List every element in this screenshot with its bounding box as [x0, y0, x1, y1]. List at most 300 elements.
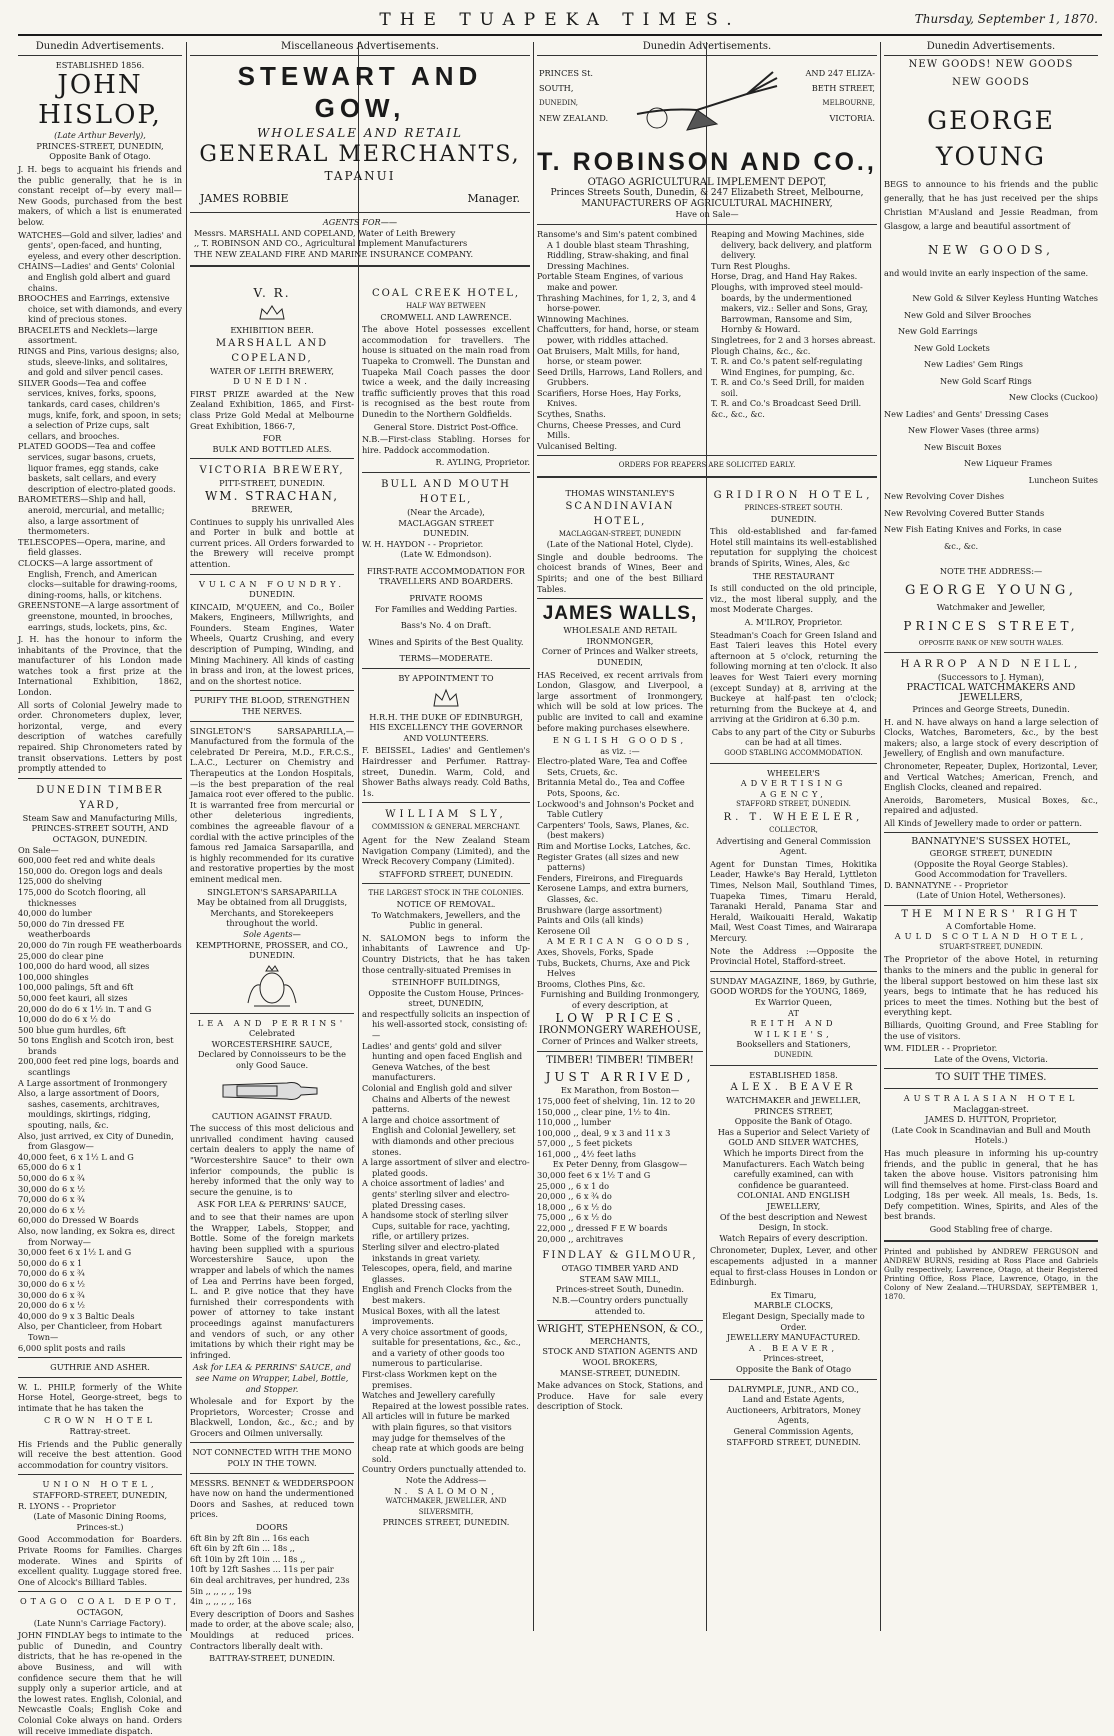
royal-arms-icon — [242, 963, 302, 1009]
column-header: Dunedin Advertisements. — [884, 42, 1098, 56]
beaver-sub: WATCHMAKER and JEWELLER, — [726, 1095, 861, 1106]
sly-addr: STAFFORD STREET, DUNEDIN. — [378, 868, 514, 879]
manager-name: JAMES ROBBIE — [200, 191, 289, 205]
union-prop: R. LYONS - - Proprietor — [18, 1500, 116, 1511]
strachan-body: Continues to supply his unrivalled Ales and Porter in bulk and bottle at current prices. All Orders forwarded to the Brewery will receive prompt attention. — [190, 516, 354, 569]
list-item: Colonial and English gold and silver Chains and Alberts of the newest patterns. — [362, 1083, 512, 1115]
dal-addr: STAFFORD STREET, DUNEDIN. — [726, 1436, 861, 1447]
hislop-opposite: Opposite Bank of Otago. — [49, 151, 151, 162]
robinson-title: T. ROBINSON AND CO., — [537, 147, 877, 176]
miners-sub: A Comfortable Home. — [945, 920, 1037, 931]
bann-prop: D. BANNATYNE - - Proprietor — [884, 879, 1008, 890]
wright-stephenson: WRIGHT, STEPHENSON, & CO., — [537, 1324, 703, 1336]
bennet-body-2: Every description of Doors and Sashes made to order, at the above scale; also, Mouldings at reduced prices. Contractors liberally dealt with. — [190, 1608, 354, 1651]
list-item: Brushware (large assortment) — [537, 904, 663, 915]
robinson-have: Have on Sale— — [675, 209, 739, 220]
crown-intro: W. L. PHILP, formerly of the White Horse Hotel, George-street, begs to intimate that he has taken the — [18, 1381, 182, 1413]
coal-prop: R. AYLING, Proprietor. — [435, 457, 530, 468]
list-item: New Clocks (Cuckoo) — [1008, 392, 1098, 403]
addr-line: BETH STREET, — [811, 82, 875, 93]
robinson-left-addr — [539, 66, 608, 126]
list-item: 75,000 ,, 6 x ½ do — [537, 1212, 612, 1223]
newspaper-title: THE TUAPEKA TIMES. — [379, 10, 741, 30]
reith-wilkie: REITH AND WILKIE'S, — [750, 1018, 837, 1039]
salomon-list — [362, 1009, 530, 1475]
good-stabling: GOOD STABLING ACCOMMODATION. — [724, 749, 863, 758]
list-item: A choice assortment of ladies' and gents' sterling silver and electro-plated Dressing cases. — [362, 1178, 510, 1210]
grid-body: This old-established and far-famed Hotel still maintains its well-established reputation for supplying the choicest brands of Spirits, Wines, Ales, &c — [710, 526, 877, 568]
new-goods-3: NEW GOODS, — [928, 242, 1054, 257]
celebrated-label: Celebrated — [249, 1028, 295, 1039]
reith-dunedin: DUNEDIN. — [773, 1050, 814, 1059]
singleton-heading: SINGLETON'S SARSAPARILLA — [207, 886, 337, 897]
list-item: 20,000 do do 6 x 1½ in. T and G — [18, 1003, 152, 1014]
robinson-manu: MANUFACTURERS OF AGRICULTURAL MACHINERY, — [581, 198, 833, 209]
coal-sub-1: HALF WAY BETWEEN — [406, 302, 486, 310]
marble-clocks: MARBLE CLOCKS, — [753, 1300, 834, 1311]
hislop-list — [18, 230, 182, 633]
low-prices: LOW PRICES. — [555, 1010, 685, 1025]
bull-dunedin: DUNEDIN. — [423, 528, 469, 539]
addr-line: NEW ZEALAND. — [539, 112, 609, 123]
findlay-sub-2: STEAM SAW MILL, — [579, 1273, 661, 1284]
list-item: New Gold Scarf Rings — [940, 375, 1032, 386]
gold-silver-watches: GOLD AND SILVER WATCHES, — [728, 1137, 859, 1148]
royal-crest-icon — [426, 686, 466, 710]
aus-prop: JAMES D. HUTTON, Proprietor, — [925, 1114, 1057, 1125]
harrop-neill: HARROP AND NEILL, — [900, 659, 1082, 671]
for-label: FOR — [262, 433, 282, 444]
dunedin-label: DUNEDIN. — [233, 376, 311, 387]
singleton-body: SINGLETON'S SARSAPARILLA,—Manufactured from the formula of the celebrated Dr Pereira, M.D., F.R.C.S., L.A.C., Lecturer on Chemistry and Therapeutics at the London Hospitals,—is the best preparation of the real Jamaica root ever offered to the public. It is warranted free from mercurial or other deleterious ingredients, combines the agreeable flavour of a cordial with the active principles of the famous red Jamaica Sarsaparilla, and is highly recommended for its curative and restorative properties by the most eminent medical men. — [190, 725, 354, 884]
list-item: Watches and Jewellery carefully Repaired at the lowest possible rates. — [362, 1390, 529, 1411]
bull-wines: Wines and Spirits of the Best Quality. — [368, 636, 524, 647]
list-item: BAROMETERS—Ship and hall, aneroid, mercurial, and metallic; also, a large assortment of thermometers. — [18, 494, 165, 537]
list-item: 50,000 do 6 x ¾ — [18, 1173, 85, 1183]
appointment-label: BY APPOINTMENT TO — [398, 673, 494, 684]
victoria-addr: PITT-STREET, DUNEDIN. — [219, 478, 325, 489]
as-viz: as viz. :— — [600, 745, 640, 756]
walls-addr: Corner of Princes and Walker streets, DUNEDIN, — [541, 646, 699, 667]
furnishing: Furnishing and Building Ironmongery, of every description, at — [540, 989, 700, 1010]
beaver-body-1: Has a Superior and Select Variety of — [717, 1126, 870, 1137]
not-connected: NOT CONNECTED WITH THE MONO POLY IN THE TOWN. — [192, 1447, 352, 1469]
list-item: Scarifiers, Horse Hoes, Hay Forks, Knives. — [537, 387, 682, 409]
robinson-plough-banner — [537, 60, 877, 146]
scand-addr: MACLAGGAN-STREET, DUNEDIN — [558, 529, 682, 538]
list-item: Kerosene Oil — [537, 925, 591, 936]
list-item: Portable Steam Engines, of various make and power. — [537, 271, 684, 292]
list-item: &c., &c. — [944, 540, 979, 551]
list-item: 4in ,, ,, ,, ,, 16s — [190, 1596, 252, 1607]
list-item: 100,000 ,, deal, 9 x 3 and 11 x 3 — [537, 1127, 671, 1138]
hislop-repairs: All sorts of Colonial Jewelry made to order. Chronometers duplex, lever, horizontal, verge, and every description of watches carefully repaired. Ship Chronometers rated by transit observations. Letters by post promptly attended to — [18, 699, 182, 774]
otago-sub: OCTAGON, — [76, 1606, 124, 1617]
a-beaver: A. BEAVER, — [748, 1342, 839, 1353]
scot-body: The Proprietor of the above Hotel, in returning thanks to the miners and the public in general for the liberal support bestowed on him these last six years, begs to intimate that he has reduced his prices to meet the times. Nothing but the best of everything kept. — [884, 954, 1098, 1018]
miners-right: THE MINERS' RIGHT — [901, 909, 1081, 921]
hislop-notice: J. H. has the honour to inform the inhabitants of the Province, that the manufacturer of his London made watches took a first prize at the International Exhibition, 1862, London. — [18, 634, 182, 698]
list-item: 10ft by 12ft Sashes ... 11s per pair — [190, 1564, 334, 1575]
beaver-body-2: Which he imports Direct from the Manufacturers. Each Watch being carefully examined, can with confidence be guaranteed. — [722, 1148, 865, 1190]
list-item: 22,000 ,, dressed F E W boards — [537, 1223, 668, 1234]
beaver2-opp: Opposite the Bank of Otago — [735, 1363, 852, 1374]
salomon-name: N. SALOMON, — [394, 1485, 498, 1496]
addr-line: DUNEDIN, — [539, 98, 579, 107]
practical: PRACTICAL WATCHMAKERS AND JEWELLERS, — [906, 681, 1076, 704]
water-of-leith: WATER OF LEITH BREWERY, — [210, 365, 334, 376]
coal-nb: N.B.—First-class Stabling. Horses for hire. Paddock accommodation. — [362, 434, 530, 455]
george-young: GEORGE YOUNG — [927, 105, 1055, 171]
bann-late: (Late of Union Hotel, Wethersones). — [916, 890, 1066, 901]
cabs: Cabs to any part of the City or Suburbs can be had at all times. — [711, 726, 876, 748]
vulcan-body: KINCAID, M'QUEEN, and Co., Boiler Makers, Engineers, Millwrights, and Founders. Steam Engines, Water Wheels, Quartz Crushing, and every description of Pumping, Winding, and Mining Machinery. All kinds of casting in brass and iron, at the lowest prices, and on the shortest notice. — [190, 601, 354, 686]
addr-line: VICTORIA. — [829, 112, 875, 123]
list-item: New Gold and Silver Brooches — [904, 309, 1032, 320]
list-item: 70,000 do 6 x ¾ — [18, 1268, 85, 1279]
list-item: Ploughs, with improved steel mould-boards, by the undermentioned makers, viz.: Seller and Sons, Gray, Barrowman, Ransome and Sim, Hornby & Howard. — [711, 281, 869, 335]
bull-terms: TERMS—MODERATE. — [399, 653, 493, 664]
list-item: 40,000 do lumber — [18, 908, 92, 919]
battray-street: BATTRAY-STREET, DUNEDIN. — [209, 1653, 335, 1664]
list-item: 175,000 do Scotch flooring, all thicknesses — [18, 886, 146, 908]
billiards: Billiards, Quoiting Ground, and Free Stabling for the use of visitors. — [884, 1019, 1098, 1041]
crown-street: Rattray-street. — [69, 1426, 131, 1437]
list-item: All articles will in future be marked with plain figures, so that visitors may judge for themselves of the cheap rate at which goods are being sold. — [362, 1411, 524, 1464]
findlay-addr: Princes-street South, Dunedin. — [556, 1284, 684, 1295]
salomon-trade: WATCHMAKER, JEWELLER, AND SILVERSMITH, — [385, 1497, 507, 1516]
established-label: ESTABLISHED 1856. — [55, 59, 145, 70]
agents-label: AGENTS FOR—— — [322, 217, 398, 228]
list-item: BRACELETS and Necklets—large assortment. — [18, 324, 158, 346]
vulcan-foundry: VULCAN FOUNDRY. — [198, 578, 346, 589]
bull-firstrate: FIRST-RATE ACCOMMODATION FOR TRAVELLERS AND BOARDERS. — [367, 565, 525, 587]
list-item: 65,000 do 6 x 1 — [18, 1162, 83, 1173]
timber-list — [18, 855, 182, 1353]
list-item: 57,000 ,, 5 feet pickets — [537, 1138, 633, 1149]
jewellery-manufactured: JEWELLERY MANUFACTURED. — [726, 1332, 861, 1343]
denny: Ex Peter Denny, from Glasgow— — [552, 1159, 688, 1170]
column-rule — [186, 42, 187, 1631]
harrop-succ: (Successors to J. Hyman), — [937, 672, 1045, 683]
dal-body-1: Land and Estate Agents, — [742, 1394, 845, 1405]
list-item: T. R. and Co.'s Broadcast Seed Drill. — [711, 398, 862, 409]
list-item: New Gold & Silver Keyless Hunting Watches — [912, 293, 1098, 304]
column-header: Dunedin Advertisements. — [18, 42, 182, 56]
australasian: AUSTRALASIAN HOTEL — [903, 1092, 1079, 1103]
list-item: English and French Clocks from the best makers. — [362, 1284, 512, 1305]
bann-opp: (Opposite the Royal George Stables). — [913, 858, 1069, 869]
list-item: New Liqueur Frames — [964, 458, 1053, 469]
list-item: New Revolving Covered Butter Stands — [884, 507, 1045, 518]
masthead — [18, 8, 1102, 36]
list-item: WATCHES—Gold and silver, ladies' and gents', open-faced, and hunting, eyeless, and every other description. — [18, 229, 182, 261]
findlay-gilmour: FINDLAY & GILMOUR, — [542, 1250, 698, 1262]
list-item: RINGS and Pins, various designs; also, studs, sleeve-links, and solitaires, and gold and silver pencil cases. — [18, 346, 180, 378]
bulk-ales: BULK AND BOTTLED ALES. — [212, 443, 332, 454]
list-item: 60,000 do Dressed W Boards — [18, 1215, 139, 1226]
list-item: GREENSTONE—A large assortment of greenstone, mounted, in brooches, earrings, studs, lockets, pins, &c. — [18, 600, 179, 632]
column-header: Miscellaneous Advertisements. — [190, 42, 530, 56]
sly-body: Agent for the New Zealand Steam Navigation Company (Limited), and the Wreck Recovery Company (Limited). — [362, 834, 530, 867]
exhibition-beer: EXHIBITION BEER. — [230, 325, 314, 335]
dalrymple: DALRYMPLE, JUNR., AND CO., — [727, 1383, 859, 1394]
guthrie-asher: GUTHRIE AND ASHER. — [50, 1362, 150, 1373]
list-item: T. R. and Co.'s Seed Drill, for maiden soil. — [711, 377, 865, 398]
beissel-body: F. BEISSEL, Ladies' and Gentlemen's Hairdresser and Perfumer. Rattray-street, Dunedin. Warm, Cold, and Shower Baths always ready. Cold Baths, 1s. — [362, 745, 530, 798]
printer-imprint: Printed and published by ANDREW FERGUSON and ANDREW BURNS, residing at Ross Place and Gabriels Gully respectively, Lawrence, Otago, at their Registered Printing Office, Ross Place, Lawrence, Otago, in the Colony of New Zealand.—THURSDAY, SEPTEMBER 1, 1870. — [884, 1246, 1098, 1301]
union-late: (Late of Masonic Dining Rooms, Princes-st.) — [33, 1511, 167, 1532]
addr-line: PRINCES St. — [539, 67, 594, 78]
list-item: PLATED GOODS—Tea and coffee services, sugar basons, cruets, liquor frames, egg stands, cake baskets, salt cellars, and every description of electro-plated goods. — [18, 441, 176, 494]
list-item: and respectfully solicits an inspection of his well-assorted stock, consisting of:— — [362, 1008, 530, 1041]
warehouse-addr: Corner of Princes and Walker streets, — [541, 1036, 699, 1047]
list-item: 6,000 split posts and rails — [18, 1342, 126, 1353]
wheeler-name: R. T. WHEELER, — [723, 812, 864, 824]
list-item: Also, now landing, ex Sokra es, direct from Norway— — [18, 1225, 175, 1247]
robinson-addr: Princes Streets South, Dunedin, & 247 Elizabeth Street, Melbourne, — [550, 188, 864, 199]
list-item: Also, just arrived, ex City of Dunedin, from Glasgow— — [18, 1130, 174, 1152]
robinson-depot: OTAGO AGRICULTURAL IMPLEMENT DEPOT, — [587, 176, 827, 188]
list-item: 6ft 6in by 2ft 6in ... 18s ,, — [190, 1543, 295, 1554]
list-item: 150,000 ,, clear pine, 1½ to 4in. — [537, 1106, 671, 1117]
coal-sub-2: CROMWELL AND LAWRENCE. — [380, 311, 512, 322]
marshall-copeland: MARSHALL AND COPELAND, — [215, 337, 329, 364]
walls-sub: WHOLESALE AND RETAIL IRONMONGER, — [563, 625, 677, 646]
restaurant-heading: THE RESTAURANT — [752, 570, 835, 581]
list-item: Paints and Oils (all kinds) — [537, 915, 644, 926]
list-item: THE NEW ZEALAND FIRE AND MARINE INSURANCE COMPANY. — [194, 248, 474, 259]
aus-stabling: Good Stabling free of charge. — [929, 1224, 1053, 1235]
ask-2: Ask for LEA & PERRINS' SAUCE, and see Name on Wrapper, Label, Bottle, and Stopper. — [193, 1362, 351, 1394]
timber-yard-title: DUNEDIN TIMBER YARD, — [36, 784, 164, 811]
walls-list — [537, 756, 703, 936]
list-item: Electro-plated Ware, Tea and Coffee Sets, Cruets, &c. — [537, 756, 688, 777]
list-item: New Gold Earrings — [898, 326, 978, 337]
list-item: Also, a large assortment of Doors, sashes, casements, architraves, mouldings, skirtings, ridging, spouting, nails, &c. — [18, 1088, 160, 1131]
scand-late: (Late of the National Hotel, Clyde). — [546, 539, 694, 550]
door-list — [190, 1533, 354, 1607]
ask-heading: ASK FOR LEA & PERRINS' SAUCE, — [197, 1199, 347, 1210]
list-item: 5in ,, ,, ,, ,, 19s — [190, 1585, 252, 1596]
at-label: AT — [788, 1007, 799, 1018]
princes-opp: OPPOSITE BANK OF NEW SOUTH WALES. — [918, 638, 1064, 647]
list-item: New Fish Eating Knives and Forks, in case — [884, 524, 1062, 535]
list-item: CHAINS—Ladies' and Gents' Colonial and English gold albert and guard chains. — [18, 261, 175, 293]
list-item: 200,000 feet red pine logs, boards and scantlings — [18, 1056, 179, 1078]
caution-body: The success of this most delicious and unrivalled condiment having caused certain dealers to apply the name of "Worcestershire Sauce" to their own inferior compounds, the public is hereby informed that the only way to secure the genuine, is to — [190, 1123, 354, 1197]
list-item: 20,000 do 6 x ½ — [18, 1300, 85, 1311]
agents-list — [190, 228, 530, 260]
bull-families: For Families and Wedding Parties. — [374, 603, 518, 614]
salomon-note: Note the Address— — [405, 1475, 487, 1485]
list-item: Chaffcutters, for hand, horse, or steam power, with riddles attached. — [537, 324, 699, 345]
bull-street: MACLAGGAN STREET — [398, 517, 494, 528]
list-item: 18,000 ,, 6 x ½ do — [537, 1201, 612, 1212]
salomon-street: PRINCES STREET, DUNEDIN. — [382, 1517, 510, 1528]
list-item: 30,000 feet 6 x 1½ T and G — [537, 1170, 651, 1181]
list-item: Fenders, Fireirons, and Fireguards — [537, 872, 683, 883]
list-item: SILVER Goods—Tea and coffee services, knives, forks, spoons, tankards, card cases, children's mugs, knife, fork, and spoon, in sets; a selection of Prize cups, salt cellars, and brooches. — [18, 377, 182, 441]
worcester-sauce: WORCESTERSHIRE SAUCE, — [211, 1038, 333, 1049]
sly-sub: COMMISSION & GENERAL MERCHANT. — [371, 823, 521, 832]
robinson-left-list — [537, 229, 703, 451]
george-body: BEGS to announce to his friends and the public generally, that he has just received per the ships Christian M'Ausland and Jessie Readman, from Glasgow, a large and beautiful assortment of — [884, 178, 1098, 231]
union-addr: STAFFORD-STREET, DUNEDIN, — [32, 1490, 168, 1501]
kempthorne-place: DUNEDIN. — [249, 950, 295, 961]
marathon: Ex Marathon, from Boston— — [560, 1085, 680, 1096]
robinson-orders: ORDERS FOR REAPERS ARE SOLICITED EARLY. — [618, 461, 796, 470]
list-item: Churns, Cheese Presses, and Curd Mills. — [537, 419, 681, 441]
list-item: 30,000 feet 6 x 1½ L and G — [18, 1247, 132, 1258]
list-item: T. R. and Co.'s patent self-regulating Wind Engines, for pumping, &c. — [711, 356, 863, 377]
harrop-body-2: Chronometer, Repeater, Duplex, Horizontal, Lever, and Vertical Watches; American, French, and English Clocks, cleaned and repaired. — [884, 760, 1098, 793]
invite: and would invite an early inspection of the same. — [884, 267, 1089, 278]
findlay-nb: N.B.—Country orders punctually attended to. — [552, 1295, 688, 1316]
list-item: Ransome's and Sim's patent combined A 1 double blast steam Thrashing, Riddling, Straw-shaking, and final Dressing Machines. — [537, 228, 698, 271]
note-address: NOTE THE ADDRESS:— — [939, 566, 1043, 577]
list-item: New Ladies' and Gents' Dressing Cases — [884, 408, 1049, 419]
wheeler-2: ADVERTISING AGENCY, — [740, 778, 847, 799]
largest-stock: THE LARGEST STOCK IN THE COLONIES. — [368, 889, 524, 898]
vulcan-place: DUNEDIN. — [249, 589, 295, 600]
george-trade: Watchmaker and Jeweller, — [936, 601, 1046, 612]
list-item: Scythes, Snaths. — [537, 409, 606, 420]
bannatyne-hotel: BANNATYNE'S SUSSEX HOTEL, — [911, 836, 1071, 848]
beaver-opp: Opposite the Bank of Otago. — [734, 1116, 853, 1127]
list-item: Britannia Metal do., Tea and Coffee Pots, Spoons, &c. — [537, 777, 685, 799]
list-item: 125,000 do shelving — [18, 876, 102, 887]
list-item: Luncheon Suites — [1028, 474, 1098, 485]
list-item: A handsome stock of sterling silver Cups, suitable for race, yachting, rifle, or artillery prizes. — [362, 1210, 511, 1242]
harrop-body-4: All Kinds of Jewellery made to order or pattern. — [884, 817, 1082, 828]
list-item: 30,000 do 6 x ½ — [18, 1183, 85, 1194]
aus-late: (Late Cook in Scandinavian and Bull and Mouth Hotels.) — [891, 1124, 1091, 1146]
dal-body-2: Auctioneers, Arbitrators, Money Agents, — [726, 1404, 861, 1426]
scandinavian-hotel: SCANDINAVIAN HOTEL, — [565, 500, 675, 527]
bull-mouth-hotel: BULL AND MOUTH HOTEL, — [381, 478, 511, 505]
gridiron-hotel: GRIDIRON HOTEL, — [713, 490, 874, 501]
doors-label: DOORS — [256, 1522, 288, 1533]
column-rule — [880, 42, 881, 1631]
list-item: Horse, Drag, and Hand Hay Rakes. — [711, 271, 858, 282]
list-item: 6ft 10in by 2ft 10in ... 18s ,, — [190, 1553, 306, 1564]
list-item: Brooms, Clothes Pins, &c. — [537, 978, 646, 989]
brewer-label: BREWER, — [251, 503, 293, 514]
stewart-gow-title: STEWART AND GOW, — [237, 60, 483, 123]
list-item: 600,000 feet red and white deals — [18, 855, 156, 866]
list-item: 40,000 feet, 6 x 1½ L and G — [18, 1151, 134, 1162]
wheeler-agent: Advertising and General Commission Agent. — [716, 835, 871, 857]
colonial-body: Of the best description and Newest Design, In stock. — [719, 1211, 868, 1233]
list-item: 110,000 ,, lumber — [537, 1117, 611, 1128]
sole-agents: Sole Agents— — [243, 928, 301, 939]
timber-yard-sub: Steam Saw and Manufacturing Mills, — [22, 812, 178, 823]
warehouse: IRONMONGERY WAREHOUSE, — [538, 1024, 702, 1036]
harrop-body-3: Aneroids, Barometers, Musical Boxes, &c., repaired and adjusted. — [884, 794, 1098, 816]
list-item: 70,000 do 6 x ¾ — [18, 1194, 85, 1205]
booksellers: Booksellers and Stationers, — [736, 1039, 851, 1050]
list-item: Singletrees, for 2 and 3 horses abreast. — [711, 334, 876, 345]
list-item: 175,000 feet of shelving, 1in. 12 to 20 — [537, 1095, 696, 1106]
winstanley: THOMAS WINSTANLEY'S — [565, 488, 675, 498]
new-goods-2: NEW GOODS — [952, 77, 1030, 89]
list-item: Register Grates (all sizes and new patterns) — [537, 851, 679, 873]
column-5 — [710, 488, 877, 1631]
list-item: 30,000 do 6 x ½ — [18, 1278, 85, 1289]
list-item: Sterling silver and electro-plated inkstands in great variety. — [362, 1241, 500, 1263]
fidler-late: Late of the Ovens, Victoria. — [934, 1053, 1048, 1064]
ex-timaru: Ex Timaru, — [770, 1289, 817, 1300]
list-item: 20,000 do 7in rough FE weatherboards — [18, 939, 182, 950]
hislop-title: JOHN HISLOP, — [38, 70, 162, 131]
column-rule — [533, 42, 534, 1631]
findlay-sub-1: OTAGO TIMBER YARD AND — [561, 1263, 679, 1274]
list-item: 30,000 do 6 x ¾ — [18, 1289, 85, 1300]
chron-body: Chronometer, Duplex, Lever, and other escapements adjusted in a manner equal to first-class Houses in London or Edinburgh. — [710, 1245, 877, 1288]
list-item: 161,000 ,, 4½ feet laths — [537, 1148, 636, 1159]
list-item: CLOCKS—A large assortment of English, French, and American clocks—suitable for drawing-rooms, dining-rooms, halls, or kitchens. — [18, 557, 178, 600]
bull-prop: W. H. HAYDON - - Proprietor. — [362, 538, 484, 549]
colonial-english: COLONIAL AND ENGLISH JEWELLERY, — [737, 1190, 850, 1212]
victoria-brewery: VICTORIA BREWERY, — [199, 465, 345, 477]
manse-street: MANSE-STREET, DUNEDIN. — [559, 1367, 681, 1378]
timber-yard-addr: PRINCES-STREET SOUTH, AND OCTAGON, DUNEDIN. — [31, 823, 169, 844]
stewart-gow-sub: WHOLESALE AND RETAIL — [257, 125, 463, 140]
list-item: Ladies' and gents' gold and silver hunting and open faced English and Geneva Watches, of the best manufacturers. — [362, 1040, 523, 1083]
kempthorne: KEMPTHORNE, PROSSER, and CO., — [195, 939, 349, 950]
list-item: A very choice assortment of goods, suitable for presentations, &c., &c., and a variety of other goods too numerous to particularise. — [362, 1326, 521, 1369]
list-item: 6in deal architraves, per hundred, 23s — [190, 1575, 350, 1585]
timber-timber: TIMBER! TIMBER! TIMBER! — [546, 1054, 694, 1066]
new-goods-1: NEW GOODS! NEW GOODS — [908, 58, 1074, 70]
list-item: A large and choice assortment of English and Colonial Jewellery, set with diamonds and other precious stones. — [362, 1114, 516, 1157]
fidler: WM. FIDLER - - Proprietor. — [884, 1043, 998, 1054]
denny-list — [537, 1170, 703, 1244]
wheeler-body: Agent for Dunstan Times, Hokitika Leader, Hawke's Bay Herald, Lyttleton Times, Nelson Mail, Southland Times, Tuapeka Times, Timaru Herald, Taranaki Herald, Panama Star and Herald, Waikouaiti Herald, Wakatip Mail, West Coast Times, and Wairarapa Mercury. — [710, 858, 877, 943]
princes-street: PRINCES STREET, — [903, 618, 1079, 633]
dal-body-3: General Commission Agents, — [733, 1425, 854, 1436]
robinson-block — [537, 42, 877, 484]
column-1 — [18, 41, 182, 1736]
list-item: Country Orders punctually attended to. — [362, 1464, 527, 1475]
stock-agents: STOCK AND STATION AGENTS AND — [542, 1346, 698, 1357]
elegant-design: Elegant Design, Specially made to Order. — [722, 1310, 865, 1332]
removal-heading: NOTICE OF REMOVAL. — [396, 898, 496, 909]
list-item: &c., &c., &c. — [711, 409, 765, 420]
american-goods: AMERICAN GOODS, — [546, 936, 694, 947]
prize-text: FIRST PRIZE awarded at the New Zealand Exhibition, 1865, and First-class Prize Gold Medal at Melbourne Great Exhibition, 1866-7, — [190, 388, 354, 431]
english-goods: ENGLISH GOODS, — [552, 735, 688, 746]
list-item: Lockwood's and Johnson's Pocket and Table Cutlery — [537, 798, 695, 820]
list-item: ,, T. ROBINSON AND CO., Agricultural Implement Manufacturers — [194, 238, 468, 249]
otago-late: (Late Nunn's Carriage Factory). — [33, 1617, 167, 1628]
list-item: 100,000 do hard wood, all sizes — [18, 961, 150, 972]
harrop-addr: Princes and George Streets, Dunedin. — [912, 703, 1070, 714]
coal-creek-hotel: COAL CREEK HOTEL, — [371, 288, 521, 299]
list-item: Thrashing Machines, for 1, 2, 3, and 4 horse-power. — [537, 292, 696, 314]
manager-line — [200, 191, 520, 205]
stewart-gow-block — [190, 42, 530, 282]
list-item: Turn Rest Ploughs. — [711, 260, 791, 271]
list-item: A large assortment of silver and electro-plated goods. — [362, 1157, 530, 1178]
list-item: Telescopes, opera, field, and marine glasses. — [362, 1263, 513, 1284]
hislop-street: PRINCES-STREET, DUNEDIN, — [36, 140, 164, 151]
aus-addr: Maclaggan-street. — [953, 1103, 1029, 1114]
list-item: Carpenters' Tools, Saws, Planes, &c. (best makers) — [537, 819, 690, 841]
list-item: 10,000 do do 6 x ½ do — [18, 1014, 111, 1025]
list-item: Tubs, Buckets, Churns, Axe and Pick Helves — [537, 957, 690, 979]
